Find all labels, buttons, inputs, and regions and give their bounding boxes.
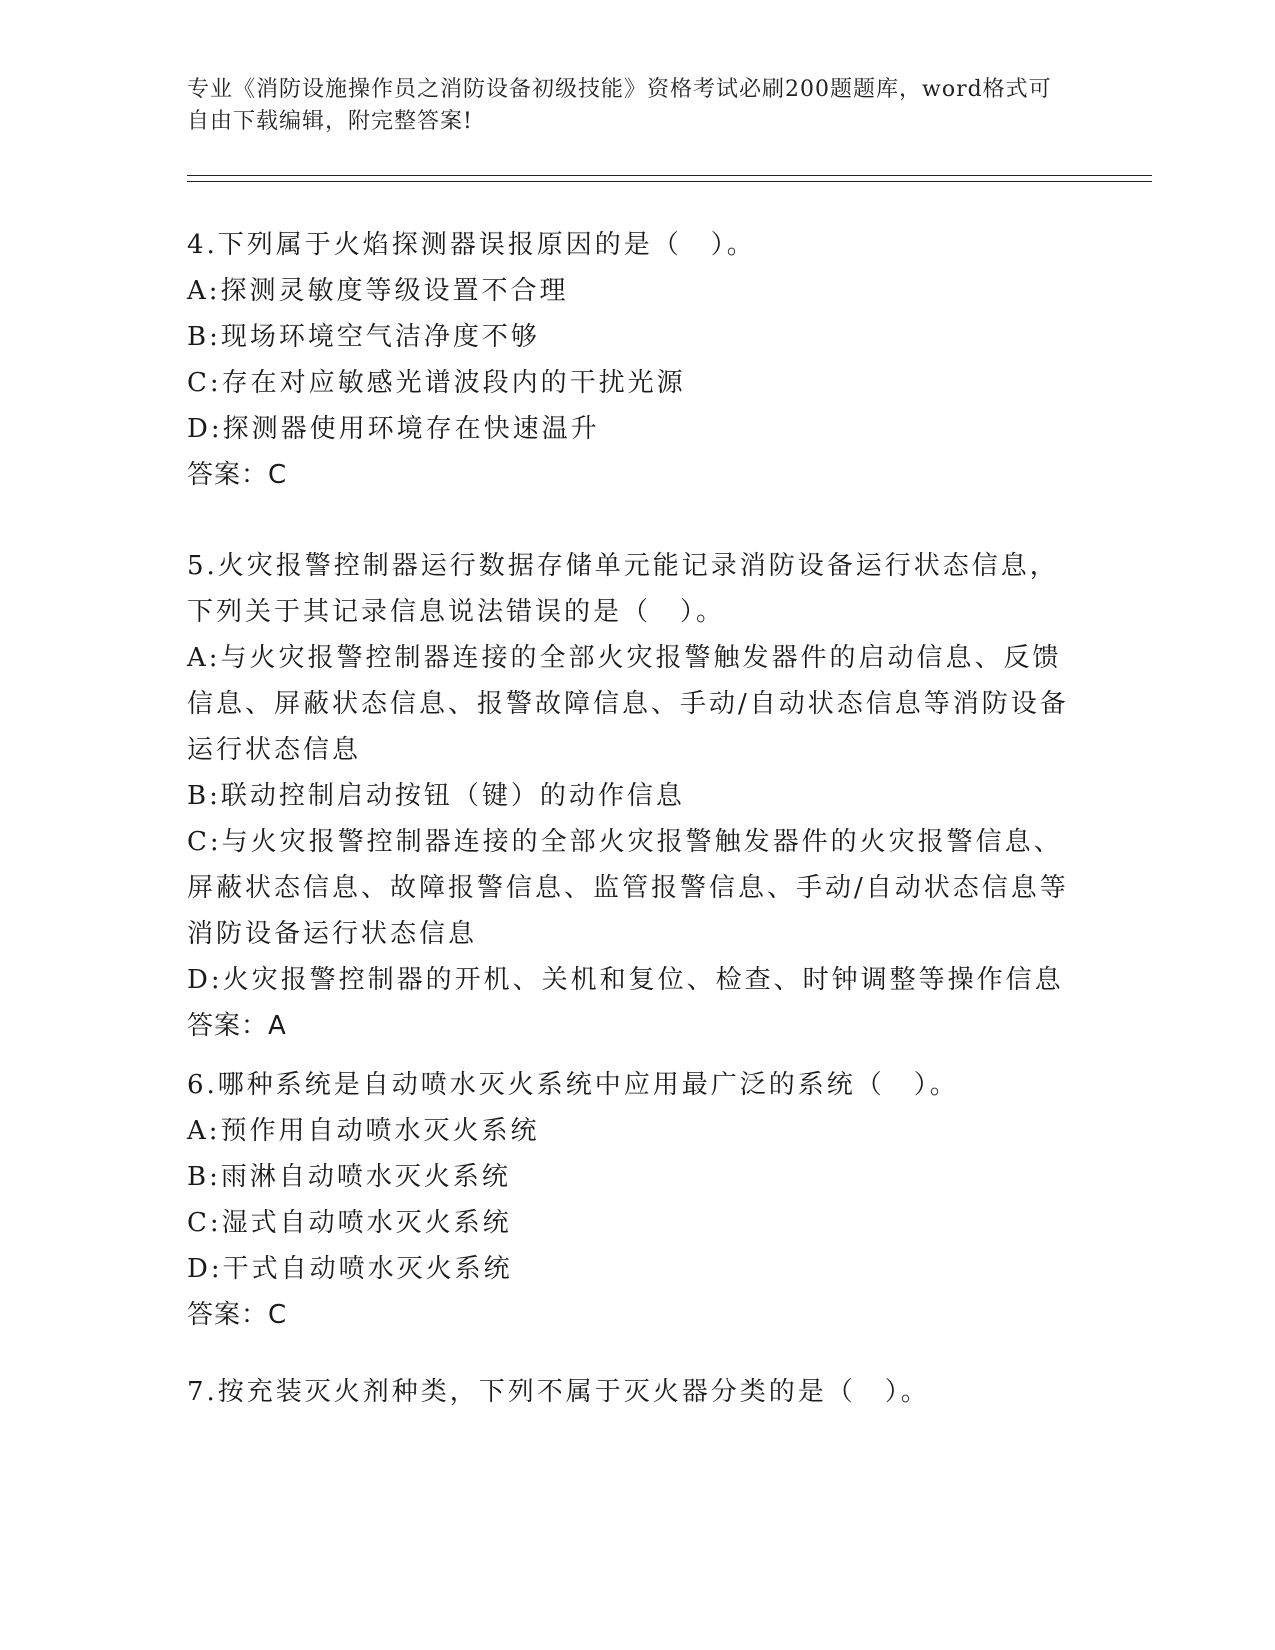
option-a: A:与火灾报警控制器连接的全部火灾报警触发器件的启动信息、反馈信息、屏蔽状态信息、报警故障信息、手动/自动状态信息等消防设备运行状态信息	[187, 643, 1069, 765]
question-7	[187, 1369, 1087, 1415]
option-b: B:联动控制启动按钮（键）的动作信息	[187, 781, 685, 811]
answer: 答案：A	[187, 1011, 287, 1041]
option-c: C:存在对应敏感光谱波段内的干扰光源	[187, 368, 686, 398]
option-d: D:探测器使用环境存在快速温升	[187, 414, 600, 444]
question-stem: 4.下列属于火焰探测器误报原因的是（ ）。	[187, 230, 756, 260]
question-6	[187, 1062, 1087, 1338]
answer: 答案：C	[187, 1300, 288, 1330]
option-c: C:与火灾报警控制器连接的全部火灾报警触发器件的火灾报警信息、屏蔽状态信息、故障报警信息、监管报警信息、手动/自动状态信息等消防设备运行状态信息	[187, 827, 1069, 949]
question-4	[187, 222, 1087, 498]
document-header: 专业《消防设施操作员之消防设备初级技能》资格考试必刷200题题库，word格式可自由下载编辑，附完整答案!	[187, 77, 1052, 134]
option-a: A:探测灵敏度等级设置不合理	[187, 276, 569, 306]
option-b: B:现场环境空气洁净度不够	[187, 322, 540, 352]
question-stem: 5.火灾报警控制器运行数据存储单元能记录消防设备运行状态信息，下列关于其记录信息说法错误的是（ ）。	[187, 551, 1059, 627]
option-d: D:火灾报警控制器的开机、关机和复位、检查、时钟调整等操作信息	[187, 965, 1064, 995]
option-a: A:预作用自动喷水灭火系统	[187, 1116, 540, 1146]
option-c: C:湿式自动喷水灭火系统	[187, 1208, 512, 1238]
question-5	[187, 543, 1087, 1049]
option-d: D:干式自动喷水灭火系统	[187, 1254, 513, 1284]
option-b: B:雨淋自动喷水灭火系统	[187, 1162, 511, 1192]
header-divider-thin	[187, 181, 1152, 182]
question-stem: 7.按充装灭火剂种类，下列不属于灭火器分类的是（ ）。	[187, 1377, 930, 1407]
answer: 答案：C	[187, 460, 288, 490]
header-divider	[187, 175, 1152, 176]
question-stem: 6.哪种系统是自动喷水灭火系统中应用最广泛的系统（ ）。	[187, 1070, 959, 1100]
